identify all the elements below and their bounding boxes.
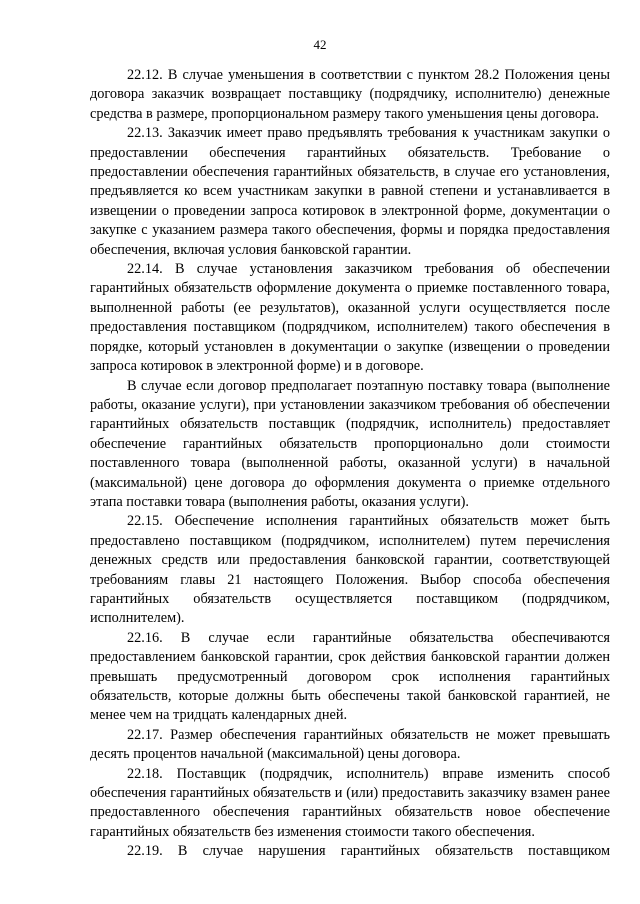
paragraph-22-16: 22.16. В случае если гарантийные обязательства обеспечиваются предоставлением банковской гарантии, срок действия банковской гарантии должен превышать предусмотренный договором срок исполнения гарантийных обязательств, которые должны быть обеспечены такой банковской гарантией, не менее чем на тридцать календарных дней. [90,629,610,724]
paragraph-22-14-staged-delivery: В случае если договор предполагает поэтапную поставку товара (выполнение работы, оказание услуги), при установлении заказчиком требования об обеспечении гарантийных обязательств поставщик (подрядчик, исполнитель) предоставляет обеспечение гарантийных обязательств пропорционально доли стоимости поставленного товара (выполненной работы, оказанной услуги) в начальной (максимальной) цене договора до оформления документа о приемке отдельного этапа поставки товара (выполнения работы, оказания услуги). [90,377,610,510]
paragraph-22-17: 22.17. Размер обеспечения гарантийных обязательств не может превышать десять процентов начальной (максимальной) цены договора. [90,726,610,763]
document-body [90,66,610,862]
page-number: 42 [313,37,327,52]
paragraph-22-14: 22.14. В случае установления заказчиком требования об обеспечении гарантийных обязательств оформление документа о приемке поставленного товара, выполненной работы (ее результатов), оказанной услуги осуществляется после предоставления поставщиком (подрядчиком, исполнителем) такого обеспечения в порядке, который установлен в документации о закупке (извещении о проведении запроса котировок в электронной форме) и в договоре. [90,261,610,375]
paragraph-22-12: 22.12. В случае уменьшения в соответствии с пунктом 28.2 Положения цены договора заказчик возвращает поставщику (подрядчику, исполнителю) денежные средства в размере, пропорциональном размеру такого уменьшения цены договора. [90,67,610,122]
paragraph-22-19: 22.19. В случае нарушения гарантийных обязательств поставщиком [127,843,610,860]
paragraph-22-15: 22.15. Обеспечение исполнения гарантийных обязательств может быть предоставлено поставщиком (подрядчиком, исполнителем) путем перечисления денежных средств или предоставления банковской гарантии, соответствующей требованиям главы 21 настоящего Положения. Выбор способа обеспечения гарантийных обязательств осуществляется поставщиком (подрядчиком, исполнителем). [90,513,610,627]
paragraph-22-13: 22.13. Заказчик имеет право предъявлять требования к участникам закупки о предоставлении обеспечения гарантийных обязательств. Требование о предоставлении обеспечения гарантийных обязательств, в случае его установления, предъявляется ко всем участникам закупки в равной степени и устанавливается в извещении о проведении запроса котировок в электронной форме, документации о закупке с указанием размера такого обеспечения, формы и порядка предоставления обеспечения, включая условия банковской гарантии. [90,125,610,258]
paragraph-22-18: 22.18. Поставщик (подрядчик, исполнитель) вправе изменить способ обеспечения гарантийных обязательств и (или) предоставить заказчику взамен ранее предоставленного обеспечения гарантийных обязательств новое обеспечение гарантийных обязательств без изменения стоимости такого обеспечения. [90,765,610,840]
